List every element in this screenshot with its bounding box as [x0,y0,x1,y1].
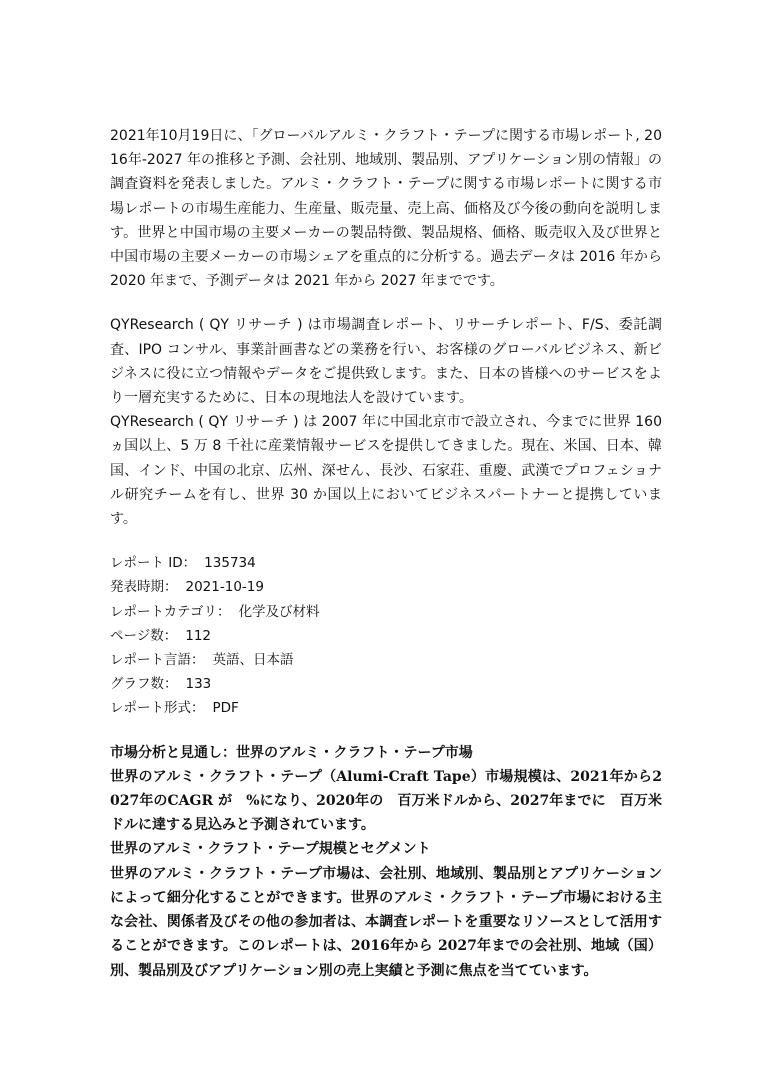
format-value: PDF [212,700,239,717]
publish-date-value: 2021-10-19 [185,579,264,596]
report-id-label: レポート ID： [110,555,197,572]
graph-count-value: 133 [185,676,212,693]
category-value: 化学及び材料 [238,603,320,620]
page-count-value: 112 [185,627,212,644]
report-info-row [110,624,662,648]
segment-text: 世界のアルミ・クラフト・テープ市場は、会社別、地域別、製品別とアプリケーションによって細分化することができます。世界のアルミ・クラフト・テープ市場における主な会社、関係者及びその他の参加者は、本調査レポートを重要なリソースとして活用することができます。このレポートは、2016年から 2027年までの会社別、地域（国）別、製品別及びアプリケーション別の売上実績と予測に焦点を当てています。 [110,865,662,979]
document-page [110,124,662,983]
publish-date-label: 発表時期： [110,579,178,596]
spacer [110,293,662,313]
company-paragraph-1: QYResearch ( QY リサーチ ) は市場調査レポート、リサーチレポート、F/S、委託調査、IPO コンサル、事業計画書などの業務を行い、お客様のグローバルビジネス、新ビジネスに役に立つ情報やデータをご提供致します。また、日本の皆様へのサービスをより一層充実するために、日本の現地法人を設けています。 [110,317,662,407]
language-value: 英語、日本語 [212,652,294,669]
report-info-row [110,551,662,575]
analysis-heading: 市場分析と見通し：世界のアルミ・クラフト・テープ市場 [110,744,473,761]
spacer [110,531,662,551]
report-info-row [110,575,662,599]
intro-paragraph: 2021年10月19日に、「グローバルアルミ・クラフト・テープに関する市場レポート, 2016年-2027 年の推移と予測、会社別、地域別、製品別、アプリケーション別の情報」の調査資料を発表しました。アルミ・クラフト・テープに関する市場レポートに関する市場レポートの市場生産能力、生産量、販売量、売上高、価格及び今後の動向を説明します。世界と中国市場の主要メーカーの製品特徴、製品規格、価格、販売収入及び世界と中国市場の主要メーカーの市場シェアを重点的に分析する。過去データは 2016 年から 2020 年まで、予測データは 2021 年から 2027 年までです。 [110,128,662,290]
report-id-value: 135734 [204,555,256,572]
language-label: レポート言語： [110,652,205,669]
page-count-label: ページ数： [110,627,178,644]
market-size-text: 世界のアルミ・クラフト・テープ（Alumi-Craft Tape）市場規模は、2021年から2027年のCAGR が %になり、2020年の 百万米ドルから、2027年までに 百万米ドルに達する見込みと予測されています。 [110,768,662,834]
spacer [110,721,662,741]
report-info-row [110,696,662,720]
report-info-row [110,672,662,696]
company-paragraph-2: QYResearch ( QY リサーチ ) は 2007 年に中国北京市で設立され、今までに世界 160 ヵ国以上、5 万 8 千社に産業情報サービスを提供してきました。現在、米国、日本、韓国、インド、中国の北京、広州、深せん、長沙、石家荘、重慶、武漢でプロフェショナル研究チームを有し、世界 30 か国以上においてビジネスパートナーと提携しています。 [110,414,662,528]
report-info-list [110,551,662,720]
graph-count-label: グラフ数： [110,676,178,693]
report-info-row [110,648,662,672]
report-info-row [110,600,662,624]
analysis-section [110,741,662,983]
segment-heading: 世界のアルミ・クラフト・テープ規模とセグメント [110,841,431,858]
category-label: レポートカテゴリ： [110,603,231,620]
format-label: レポート形式： [110,700,205,717]
